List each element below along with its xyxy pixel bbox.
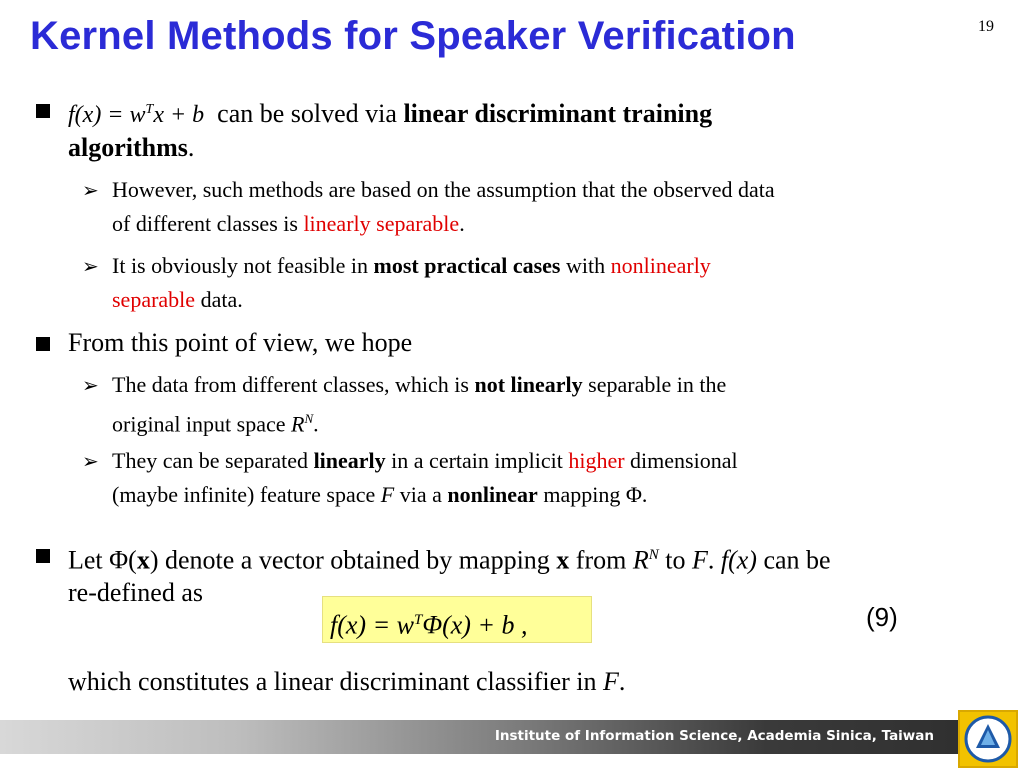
slide-title: Kernel Methods for Speaker Verification bbox=[30, 14, 796, 58]
bullet-square-icon bbox=[36, 104, 50, 118]
equation-9: $f(x) = w^T\Phi(x) + b$ , bbox=[330, 610, 528, 640]
footer-bar bbox=[0, 720, 958, 754]
conclusion-line: which constitutes a linear discriminant classifier in F. bbox=[68, 667, 626, 696]
arrow-bullet-icon: ➢ bbox=[82, 254, 99, 278]
bullet-2: From this point of view, we hope bbox=[68, 328, 413, 357]
arrow-bullet-icon: ➢ bbox=[82, 449, 99, 473]
bullet-square-icon bbox=[36, 549, 50, 563]
sub-2-2-line-2: (maybe infinite) feature space F via a nonlinear mapping Φ. bbox=[112, 482, 648, 507]
sub-1-1-line-1: However, such methods are based on the assumption that the observed data bbox=[112, 177, 775, 202]
bullet-square-icon bbox=[36, 337, 50, 351]
sub-1-2-line-1: It is obviously not feasible in most practical cases with nonlinearly bbox=[112, 253, 711, 278]
arrow-bullet-icon: ➢ bbox=[82, 178, 99, 202]
bullet-3-line-1: Let Φ(x) denote a vector obtained by mapping x from $R^N$ to F. f(x) can be bbox=[68, 545, 831, 575]
sub-2-2-line-1: They can be separated linearly in a certain implicit higher dimensional bbox=[112, 448, 738, 473]
bullet-1-line-1: $f(x) = w^Tx + b$ can be solved via linear discriminant training bbox=[68, 99, 713, 128]
sub-2-1-line-1: The data from different classes, which is not linearly separable in the bbox=[112, 372, 727, 397]
sub-1-1-line-2: of different classes is linearly separable. bbox=[112, 211, 465, 236]
arrow-bullet-icon: ➢ bbox=[82, 373, 99, 397]
sub-1-2-line-2: separable data. bbox=[112, 287, 243, 312]
bullet-1-line-2: algorithms. bbox=[68, 133, 195, 162]
page-number: 19 bbox=[978, 18, 994, 35]
academia-sinica-logo-icon bbox=[958, 710, 1018, 768]
equation-number: (9) bbox=[866, 602, 898, 632]
bullet-3-line-2: re-defined as bbox=[68, 578, 203, 607]
footer-institution: Institute of Information Science, Academia Sinica, Taiwan bbox=[494, 728, 934, 744]
sub-2-1-line-2: original input space $R^N$. bbox=[112, 411, 319, 437]
formula-linear: $f(x) = w^Tx + b$ bbox=[68, 102, 205, 128]
